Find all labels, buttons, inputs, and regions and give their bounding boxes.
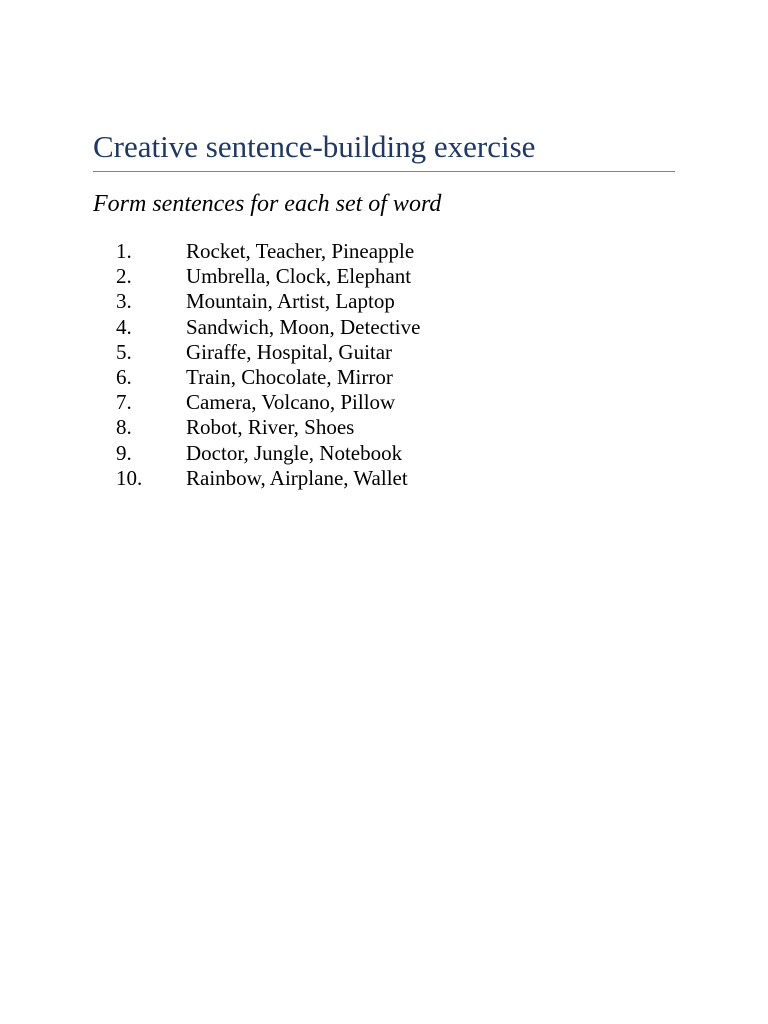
list-item-words: Rainbow, Airplane, Wallet [186, 465, 408, 490]
list-item-number: 7. [116, 390, 132, 415]
list-item-number: 10. [116, 465, 143, 490]
list-item-words: Rocket, Teacher, Pineapple [186, 239, 415, 263]
list-item-words: Sandwich, Moon, Detective [186, 314, 421, 339]
list-item-number: 2. [116, 264, 132, 289]
list-item-number: 8. [116, 415, 132, 440]
list-item-number: 1. [116, 239, 132, 263]
list-item-words: Train, Chocolate, Mirror [186, 364, 393, 389]
list-item-words: Camera, Volcano, Pillow [186, 390, 396, 415]
instruction-subtitle: Form sentences for each set of word [93, 191, 442, 217]
list-item-words: Doctor, Jungle, Notebook [186, 440, 403, 465]
list-item-words: Robot, River, Shoes [186, 415, 355, 440]
list-item-words: Giraffe, Hospital, Guitar [186, 339, 393, 364]
list-item-number: 5. [116, 339, 132, 364]
list-item-words: Mountain, Artist, Laptop [186, 289, 395, 314]
list-item-number: 9. [116, 440, 132, 465]
list-item-number: 6. [116, 364, 132, 389]
list-item-number: 3. [116, 289, 132, 314]
list-item-words: Umbrella, Clock, Elephant [186, 264, 412, 289]
title-underline-divider [93, 171, 675, 172]
list-item-number: 4. [116, 314, 132, 339]
document-title: Creative sentence-building exercise [93, 129, 536, 164]
